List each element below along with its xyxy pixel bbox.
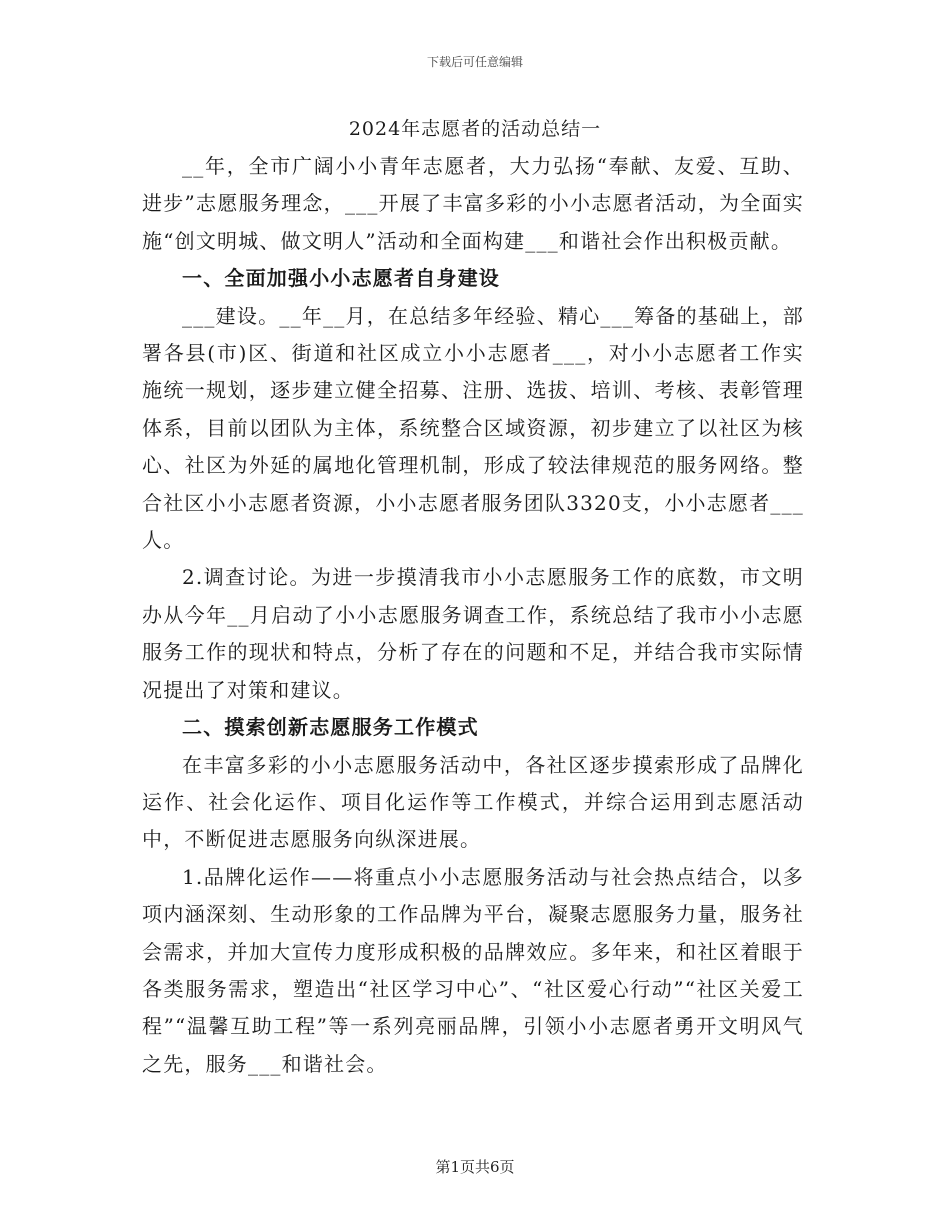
- section-heading-2: 二、摸索创新志愿服务工作模式: [182, 715, 479, 740]
- paragraph-construction: ___建设。__年__月，在总结多年经验、精心___筹备的基础上，部署各县(市)区、街道和社区成立小小志愿者___，对小小志愿者工作实施统一规划，逐步建立健全招募、注册、选拔、培训、考核、表彰管理体系，目前以团队为主体，系统整合区域资源，初步建立了以社区为核心、社区为外延的属地化管理机制，形成了较法律规范的服务网络。整合社区小小志愿者资源，小小志愿者服务团队3320支，小小志愿者___人。: [142, 303, 804, 553]
- page-title: 2024年志愿者的活动总结一: [348, 118, 602, 140]
- intro-paragraph: __年，全市广阔小小青年志愿者，大力弘扬“奉献、友爱、互助、进步”志愿服务理念，___开展了丰富多彩的小小志愿者活动，为全面实施“创文明城、做文明人”活动和全面构建___和谐社会作出积极贡献。: [142, 154, 804, 253]
- paragraph-branding: 1.品牌化运作——将重点小小志愿服务活动与社会热点结合，以多项内涵深刻、生动形象的工作品牌为平台，凝聚志愿服务力量，服务社会需求，并加大宣传力度形成积极的品牌效应。多年来，和社区着眼于各类服务需求，塑造出“社区学习中心”、“社区爱心行动”“社区关爱工程”“温馨互助工程”等一系列亮丽品牌，引领小小志愿者勇开文明风气之先，服务___和谐社会。: [142, 864, 804, 1076]
- page-indicator: 第1页共6页: [435, 1158, 515, 1176]
- paragraph-modes: 在丰富多彩的小小志愿服务活动中，各社区逐步摸索形成了品牌化运作、社会化运作、项目化运作等工作模式，并综合运用到志愿活动中，不断促进志愿服务向纵深进展。: [142, 752, 804, 852]
- section-heading-1: 一、全面加强小小志愿者自身建设: [182, 266, 500, 291]
- header-note: 下载后可任意编辑: [426, 55, 523, 69]
- paragraph-survey: 2.调查讨论。为进一步摸清我市小小志愿服务工作的底数，市文明办从今年__月启动了小小志愿服务调查工作，系统总结了我市小小志愿服务工作的现状和特点，分析了存在的问题和不足，并结合我市实际情况提出了对策和建议。: [142, 565, 804, 702]
- document-body: [142, 148, 804, 1083]
